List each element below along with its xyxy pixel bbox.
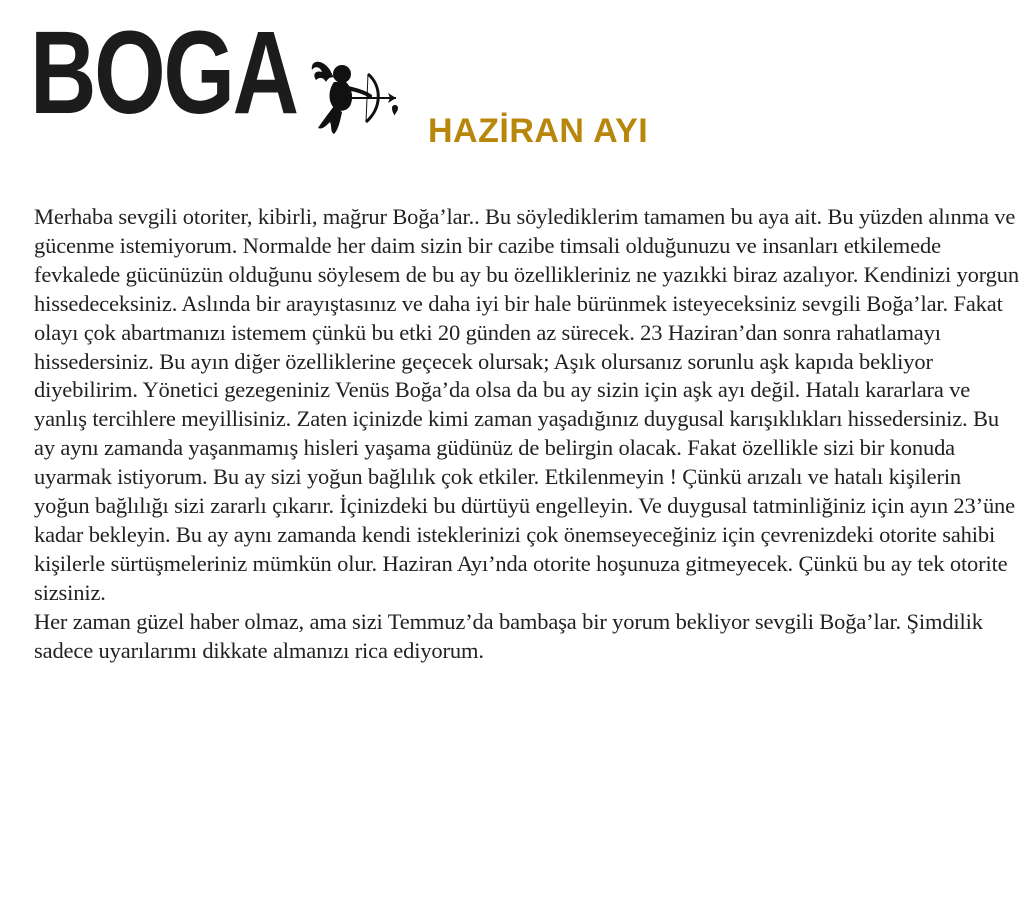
page-subtitle: HAZİRAN AYI [428,112,649,150]
page-title: BOGA [30,7,297,139]
article-body [34,203,1020,666]
article-paragraph: Merhaba sevgili otoriter, kibirli, mağrur Boğa’lar.. Bu söylediklerim tamamen bu aya ait. Bu yüzden alınma ve gücenme istemiyorum. Normalde her daim sizin bir cazibe timsali olduğunuzu ve insanları etkilemede fevkalede gücünüzün olduğunu söylesem de bu ay bu özellikleriniz ne yazıkki biraz azalıyor. Kendinizi yorgun hissedeceksiniz. Aslında bir arayıştasınız ve daha iyi bir hale bürünmek isteyeceksiniz sevgili Boğa’lar. Fakat olayı çok abartmanızı istemem çünkü bu etki 20 günden az sürecek. 23 Haziran’dan sonra rahatlamayı hissedersiniz. Bu ayın diğer özelliklerine geçecek olursak; Aşık olursanız sorunlu aşk kapıda bekliyor diyebilirim. Yönetici gezegeniniz Venüs Boğa’da olsa da bu ay sizin için aşk ayı değil. Hatalı kararlara ve yanlış tercihlere meyillisiniz. Zaten içinizde kimi zaman yaşadığınız duygusal karışıklıkları hissedersiniz. Bu ay aynı zamanda yaşanmamış hisleri yaşama güdünüz de belirgin olacak. Fakat özellikle sizi bir konuda uyarmak istiyorum. Bu ay sizi yoğun bağlılık çok etkiler. Etkilenmeyin ! Çünkü arızalı ve hatalı kişilerin yoğun bağlılığı sizi zararlı çıkarır. İçinizdeki bu dürtüyü engelleyin. Ve duygusal tatminliğiniz için ayın 23’üne kadar bekleyin. Bu ay aynı zamanda kendi isteklerinizi çok önemseyeceğiniz için çevrenizdeki otorite sahibi kişilerle sürtüşmeleriniz mümkün olur. Haziran Ayı’nda otorite hoşunuza gitmeyecek. Çünkü bu ay tek otorite sizsiniz. [34,204,1019,605]
article-paragraph: Her zaman güzel haber olmaz, ama sizi Temmuz’da bambaşa bir yorum bekliyor sevgili Boğa’lar. Şimdilik sadece uyarılarımı dikkate almanızı rica ediyorum. [34,608,983,663]
cupid-with-bow-icon [308,52,404,144]
